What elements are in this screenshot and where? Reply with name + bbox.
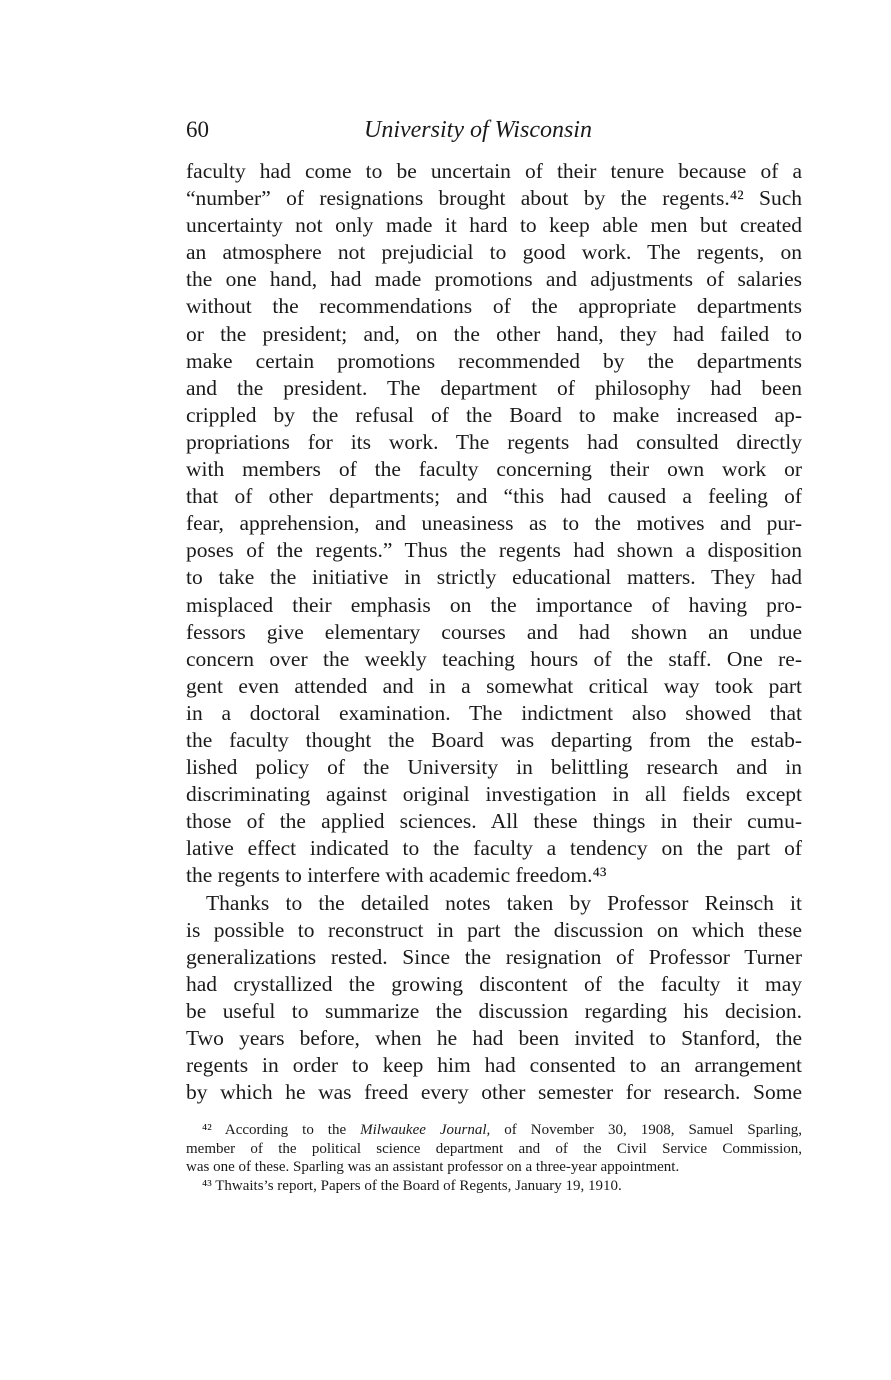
- body-line: those of the applied sciences. All these things in their cumu-: [186, 809, 802, 834]
- body-line: by which he was freed every other semester for research. Some: [186, 1080, 802, 1105]
- body-line: concern over the weekly teaching hours of the staff. One re-: [186, 646, 802, 671]
- body-line: misplaced their emphasis on the importance of having pro-: [186, 592, 802, 617]
- body-line: the faculty thought the Board was departing from the estab-: [186, 727, 802, 752]
- body-line: with members of the faculty concerning their own work or: [186, 457, 802, 482]
- footnote-42-line: member of the political science department and of the Civil Service Commission,: [186, 1140, 802, 1157]
- running-head: [186, 113, 802, 147]
- body-line: an atmosphere not prejudicial to good work. The regents, on: [186, 240, 802, 265]
- body-line: faculty had come to be uncertain of their tenure because of a: [186, 159, 802, 183]
- body-line: is possible to reconstruct in part the discussion on which these: [186, 917, 802, 942]
- body-line: be useful to summarize the discussion regarding his decision.: [186, 998, 802, 1023]
- running-title: University of Wisconsin: [364, 117, 592, 143]
- body-line: make certain promotions recommended by the departments: [186, 348, 802, 373]
- footnote-43: ⁴³ Thwaits’s report, Papers of the Board of Regents, January 19, 1910.: [202, 1177, 622, 1194]
- body-text: [186, 158, 802, 1106]
- body-line: without the recommendations of the appropriate departments: [186, 294, 802, 319]
- body-line: Two years before, when he had been invited to Stanford, the: [186, 1026, 802, 1050]
- body-line: “number” of resignations brought about by the regents.⁴² Such: [186, 186, 802, 211]
- body-line: regents in order to keep him had consented to an arrangement: [186, 1053, 802, 1078]
- body-line: lative effect indicated to the faculty a tendency on the part of: [186, 836, 802, 861]
- body-line: generalizations rested. Since the resignation of Professor Turner: [186, 944, 802, 969]
- body-line: the one hand, had made promotions and adjustments of salaries: [186, 267, 802, 292]
- footnote-42-line: [186, 1121, 802, 1140]
- body-line: to take the initiative in strictly educational matters. They had: [186, 565, 802, 590]
- body-line: uncertainty not only made it hard to keep able men but created: [186, 213, 802, 238]
- footnote-42-suffix: of November 30, 1908, Samuel Sparling,: [490, 1122, 802, 1138]
- body-line: propriations for its work. The regents had consulted directly: [186, 429, 802, 454]
- body-line: and the president. The department of philosophy had been: [186, 375, 802, 400]
- body-line: Thanks to the detailed notes taken by Professor Reinsch it: [206, 890, 802, 915]
- body-line: that of other departments; and “this had caused a feeling of: [186, 484, 802, 509]
- body-line: fear, apprehension, and uneasiness as to the motives and pur-: [186, 511, 802, 536]
- body-line: crippled by the refusal of the Board to make increased ap-: [186, 402, 802, 427]
- footnote-42-journal-title: Milwaukee Journal,: [360, 1122, 491, 1138]
- body-line: discriminating against original investigation in all fields except: [186, 782, 802, 807]
- body-line: gent even attended and in a somewhat critical way took part: [186, 673, 802, 698]
- body-line: the regents to interfere with academic freedom.⁴³: [186, 863, 607, 888]
- footnote-42-prefix: ⁴² According to the: [202, 1122, 361, 1138]
- page-number: 60: [186, 117, 209, 142]
- body-line: lished policy of the University in belittling research and in: [186, 755, 802, 780]
- footnote-42-line: was one of these. Sparling was an assistant professor on a three-year appointment.: [186, 1159, 680, 1175]
- body-line: poses of the regents.” Thus the regents had shown a disposition: [186, 538, 802, 563]
- body-line: fessors give elementary courses and had shown an undue: [186, 619, 802, 644]
- body-line: had crystallized the growing discontent of the faculty it may: [186, 971, 802, 996]
- body-line: in a doctoral examination. The indictment also showed that: [186, 700, 802, 725]
- footnotes: [186, 1121, 802, 1195]
- body-line: or the president; and, on the other hand, they had failed to: [186, 321, 802, 346]
